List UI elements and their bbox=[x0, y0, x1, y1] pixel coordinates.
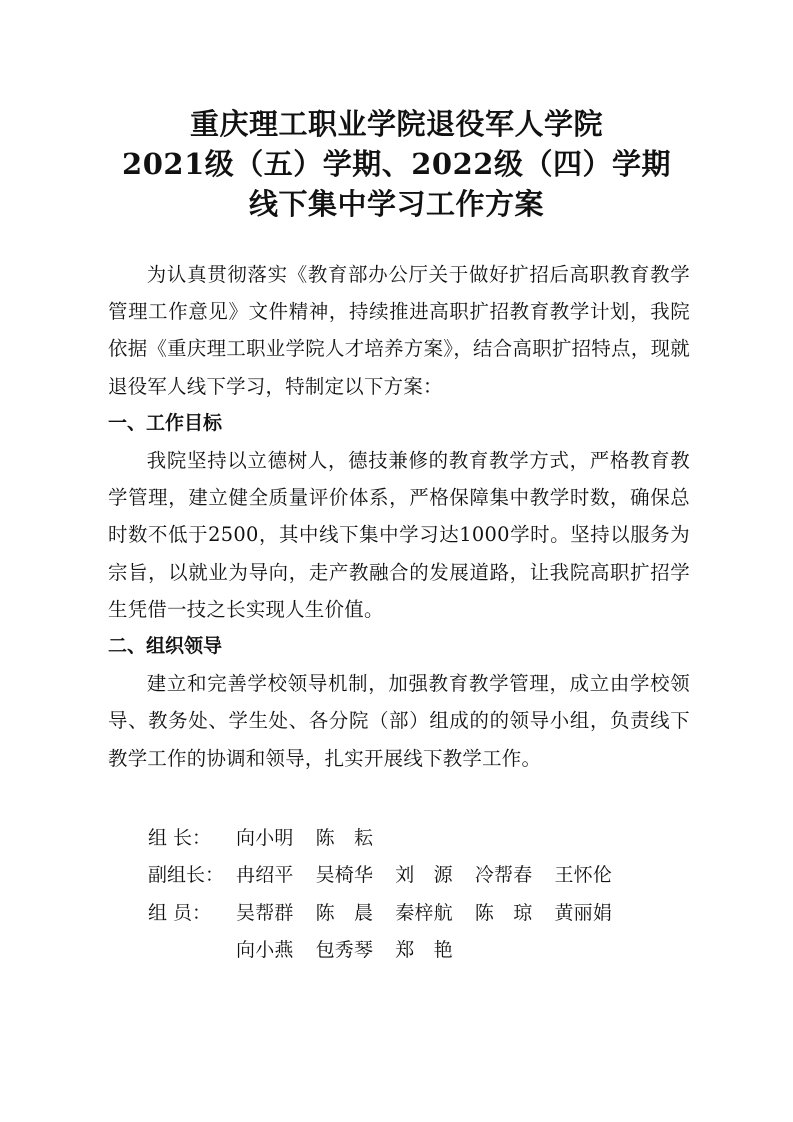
person-name: 郑 艳 bbox=[395, 939, 453, 962]
section-heading-leadership: 二、组织领导 bbox=[108, 635, 223, 658]
person-name: 王怀伦 bbox=[554, 864, 613, 887]
deputy-row bbox=[148, 857, 634, 894]
section-text-leadership: 建立和完善学校领导机制，加强教育教学管理，成立由学校领导、教务处、学生处、各分院（部）组成的的领导小组，负责线下教学工作的协调和领导，扎实开展线下教学工作。 bbox=[108, 672, 690, 770]
intro-paragraph: 为认真贯彻落实《教育部办公厅关于做好扩招后高职教育教学管理工作意见》文件精神，持续推进高职扩招教育教学计划，我院依据《重庆理工职业学院人才培养方案》，结合高职扩招特点，现就退役军人线下学习，特制定以下方案： bbox=[108, 263, 690, 398]
title-line-2: 2021级（五）学期、2022级（四）学期 bbox=[122, 147, 671, 181]
deputy-role-label: 副组长： bbox=[148, 864, 225, 887]
title-line-1: 重庆理工职业学院退役军人学院 bbox=[189, 107, 603, 141]
person-name: 陈 琼 bbox=[474, 901, 533, 924]
member-role-label: 组 员： bbox=[148, 901, 212, 924]
section-heading-goals: 一、工作目标 bbox=[108, 411, 223, 434]
leader-row bbox=[148, 820, 634, 857]
person-name: 刘 源 bbox=[395, 864, 453, 887]
person-name: 吴帮群 bbox=[236, 901, 294, 924]
title-line-3: 线下集中学习工作方案 bbox=[248, 187, 544, 221]
person-name: 陈 耘 bbox=[315, 827, 374, 849]
document-body bbox=[108, 256, 690, 777]
person-name: 吴椅华 bbox=[315, 864, 374, 887]
member-names-continued bbox=[236, 932, 475, 969]
person-name: 黄丽娟 bbox=[554, 901, 613, 924]
person-name: 冷帮春 bbox=[474, 864, 533, 887]
member-row-continued bbox=[148, 932, 634, 969]
person-name: 向小燕 bbox=[236, 939, 294, 962]
person-name: 向小明 bbox=[236, 827, 294, 849]
member-row bbox=[148, 895, 634, 932]
person-name: 秦梓航 bbox=[395, 901, 453, 924]
section-text-goals: 我院坚持以立德树人，德技兼修的教育教学方式，严格教育教学管理，建立健全质量评价体系，严格保障集中教学时数，确保总时数不低于2500，其中线下集中学习达1000学时。坚持以服务为宗旨，以就业为导向，走产教融合的发展道路，让我院高职扩招学生凭借一技之长实现人生价值。 bbox=[108, 449, 690, 621]
member-names bbox=[236, 895, 634, 932]
leader-names bbox=[236, 820, 395, 857]
deputy-names bbox=[236, 857, 634, 894]
person-name: 包秀琴 bbox=[315, 939, 374, 962]
person-name: 陈 晨 bbox=[315, 901, 374, 924]
leader-role-label: 组 长： bbox=[148, 827, 212, 849]
person-name: 冉绍平 bbox=[236, 864, 294, 887]
leadership-group-list bbox=[148, 820, 634, 970]
document-title bbox=[0, 104, 793, 224]
